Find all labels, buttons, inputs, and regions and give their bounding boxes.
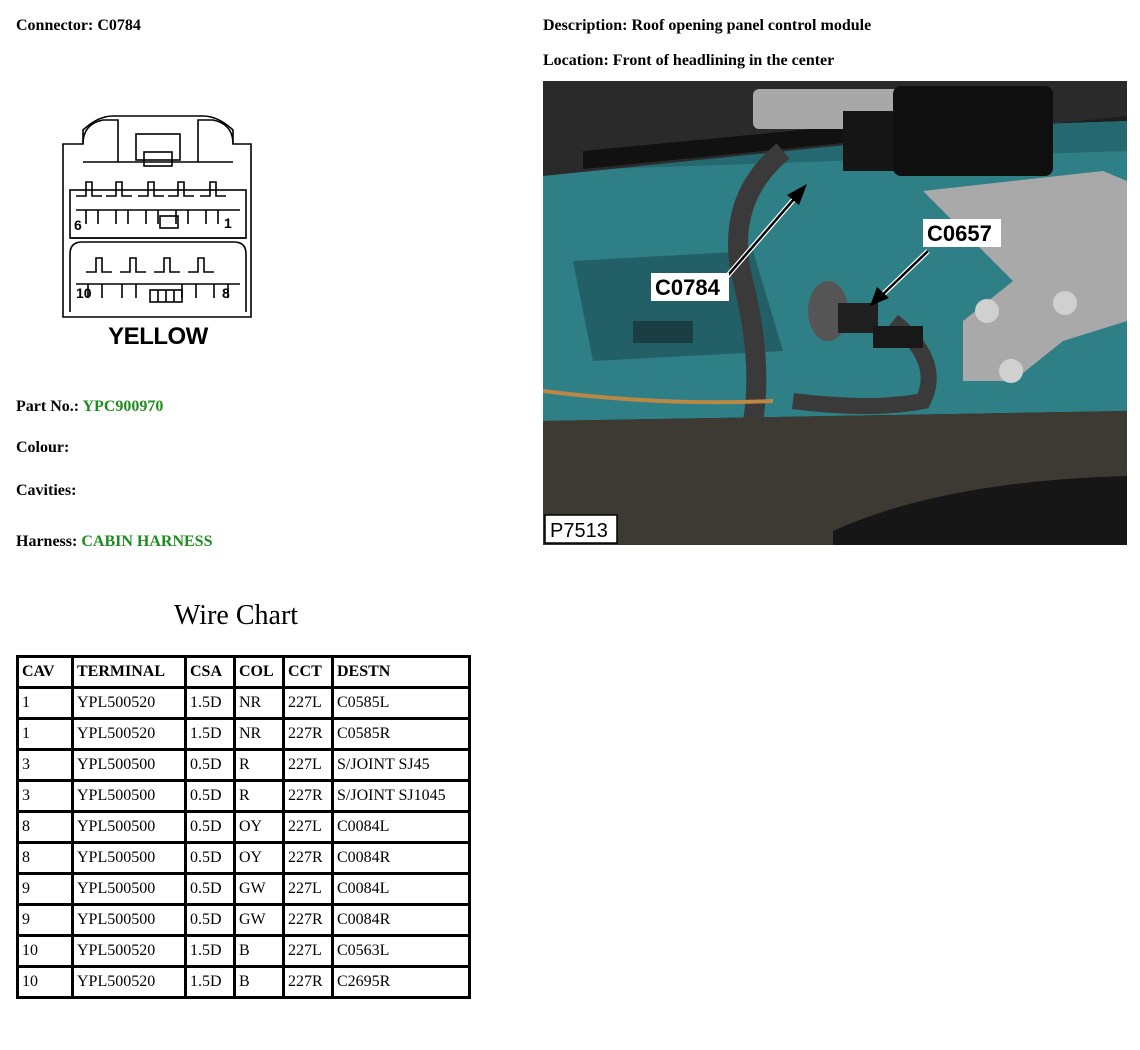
cell-cct: 227L	[284, 874, 333, 905]
cell-cav: 8	[18, 812, 73, 843]
cell-col: R	[235, 750, 284, 781]
cell-destn: C0084R	[333, 905, 470, 936]
cell-cav: 3	[18, 750, 73, 781]
connector-colour-text: YELLOW	[108, 323, 208, 350]
cell-cct: 227R	[284, 781, 333, 812]
connector-heading	[16, 17, 141, 35]
table-row	[18, 781, 470, 812]
cavities-label: Cavities:	[16, 482, 77, 499]
cell-destn: S/JOINT SJ45	[333, 750, 470, 781]
location-label: Location:	[543, 52, 609, 69]
cell-terminal: YPL500500	[73, 905, 186, 936]
cell-csa: 0.5D	[186, 843, 235, 874]
pin-label-10: 10	[76, 285, 92, 301]
wire-chart-table	[16, 655, 471, 999]
wire-chart-header-row	[18, 657, 470, 688]
cell-cav: 9	[18, 874, 73, 905]
cell-cav: 1	[18, 688, 73, 719]
connector-label: Connector:	[16, 17, 94, 34]
location-photo	[543, 81, 1127, 545]
cell-destn: C0084R	[333, 843, 470, 874]
cell-col: GW	[235, 874, 284, 905]
cell-csa: 0.5D	[186, 874, 235, 905]
cell-cav: 9	[18, 905, 73, 936]
cell-cct: 227L	[284, 936, 333, 967]
cell-destn: C0084L	[333, 874, 470, 905]
pin-label-1: 1	[224, 215, 232, 231]
location-value: Front of headlining in the center	[612, 52, 835, 69]
cell-col: NR	[235, 688, 284, 719]
cell-col: R	[235, 781, 284, 812]
harness-label: Harness:	[16, 533, 78, 550]
column-header-cav: CAV	[18, 657, 73, 688]
cell-cct: 227R	[284, 719, 333, 750]
connector-face-diagram	[58, 112, 258, 352]
table-row	[18, 750, 470, 781]
cell-terminal: YPL500520	[73, 719, 186, 750]
cell-terminal: YPL500500	[73, 812, 186, 843]
cell-csa: 0.5D	[186, 750, 235, 781]
colour-label: Colour:	[16, 439, 70, 456]
cell-csa: 0.5D	[186, 812, 235, 843]
table-row	[18, 719, 470, 750]
cell-col: B	[235, 967, 284, 998]
cell-cav: 3	[18, 781, 73, 812]
cell-destn: C0563L	[333, 936, 470, 967]
photo-reference: P7513	[550, 520, 608, 542]
wire-chart-body	[18, 688, 470, 998]
description-heading	[543, 17, 871, 35]
cell-csa: 0.5D	[186, 781, 235, 812]
pin-label-6: 6	[74, 217, 82, 233]
harness-row	[16, 533, 212, 551]
cell-destn: S/JOINT SJ1045	[333, 781, 470, 812]
callout-c0657: C0657	[927, 221, 992, 246]
cell-cav: 10	[18, 936, 73, 967]
cell-col: OY	[235, 843, 284, 874]
cell-cct: 227L	[284, 688, 333, 719]
cell-cct: 227L	[284, 750, 333, 781]
description-value: Roof opening panel control module	[631, 17, 872, 34]
column-header-destn: DESTN	[333, 657, 470, 688]
table-row	[18, 905, 470, 936]
column-header-cct: CCT	[284, 657, 333, 688]
table-row	[18, 967, 470, 998]
part-number-value: YPC900970	[82, 398, 164, 415]
pin-label-8: 8	[222, 285, 230, 301]
cell-destn: C2695R	[333, 967, 470, 998]
cell-cav: 10	[18, 967, 73, 998]
cell-terminal: YPL500500	[73, 874, 186, 905]
location-heading	[543, 52, 834, 70]
cell-terminal: YPL500500	[73, 781, 186, 812]
cell-cct: 227R	[284, 843, 333, 874]
cell-col: OY	[235, 812, 284, 843]
cell-cct: 227R	[284, 905, 333, 936]
column-header-terminal: TERMINAL	[73, 657, 186, 688]
cell-csa: 1.5D	[186, 967, 235, 998]
cell-cct: 227R	[284, 967, 333, 998]
column-header-csa: CSA	[186, 657, 235, 688]
cell-cct: 227L	[284, 812, 333, 843]
callout-c0784: C0784	[655, 275, 720, 300]
description-label: Description:	[543, 17, 628, 34]
cell-terminal: YPL500500	[73, 750, 186, 781]
cell-terminal: YPL500520	[73, 936, 186, 967]
cell-terminal: YPL500500	[73, 843, 186, 874]
cell-terminal: YPL500520	[73, 688, 186, 719]
cell-destn: C0585R	[333, 719, 470, 750]
connector-value: C0784	[97, 17, 141, 34]
wire-chart-title: Wire Chart	[174, 600, 299, 631]
harness-value: CABIN HARNESS	[81, 533, 213, 550]
cell-destn: C0084L	[333, 812, 470, 843]
cell-csa: 1.5D	[186, 936, 235, 967]
cell-cav: 1	[18, 719, 73, 750]
column-header-col: COL	[235, 657, 284, 688]
cell-terminal: YPL500520	[73, 967, 186, 998]
part-number-label: Part No.:	[16, 398, 80, 415]
cell-destn: C0585L	[333, 688, 470, 719]
cell-cav: 8	[18, 843, 73, 874]
table-row	[18, 936, 470, 967]
part-number-row	[16, 398, 163, 416]
table-row	[18, 812, 470, 843]
cell-csa: 1.5D	[186, 688, 235, 719]
cell-col: B	[235, 936, 284, 967]
cell-col: NR	[235, 719, 284, 750]
table-row	[18, 874, 470, 905]
cell-csa: 0.5D	[186, 905, 235, 936]
cell-csa: 1.5D	[186, 719, 235, 750]
table-row	[18, 843, 470, 874]
cell-col: GW	[235, 905, 284, 936]
table-row	[18, 688, 470, 719]
